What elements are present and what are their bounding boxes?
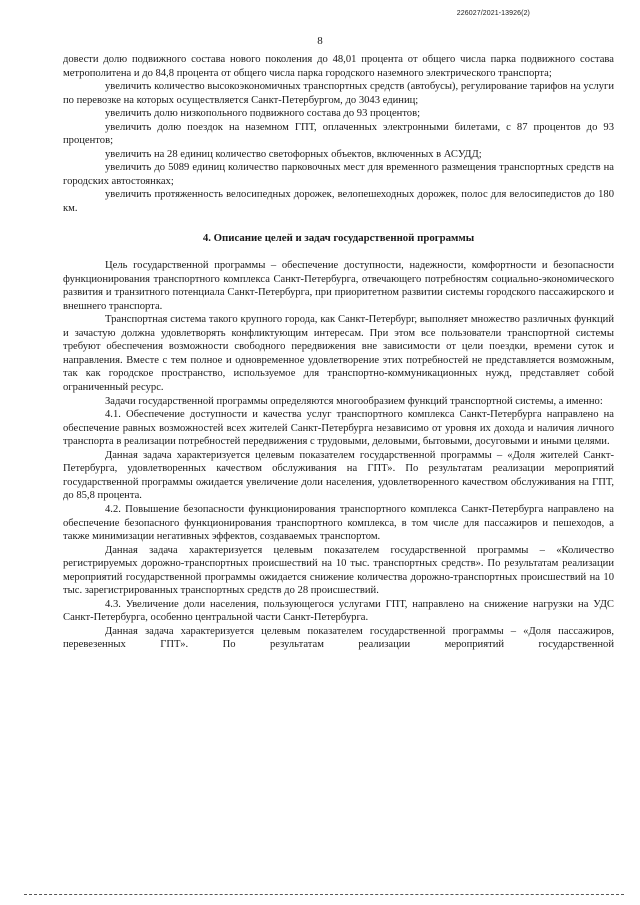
page-bottom-edge: [24, 894, 624, 895]
document-id: 226027/2021-13926(2): [456, 10, 530, 17]
paragraph: Данная задача характеризуется целевым показателем государственной программы – «Количество регистрируемых дорожно-транспортных происшествий на 10 тыс. транспортных средств». По результатам реализации мероприятий государственной программы ожидается снижение количества дорожно-транспортных происшествий на 10 тыс. зарегистрированных транспортных средств до 28 происшествий.: [63, 544, 614, 597]
paragraph: Цель государственной программы – обеспечение доступности, надежности, комфортности и безопасности функционирования транспортного комплекса Санкт-Петербурга, отвечающего потребностям социально-экономического развития и транзитного потенциала Санкт-Петербурга, при приоритетном развитии системы городского пассажирского и внешнего транспорта.: [63, 260, 614, 312]
paragraph: увеличить долю поездок на наземном ГПТ, оплаченных электронными билетами, с 87 процентов до 93 процентов;: [63, 121, 614, 147]
paragraph: довести долю подвижного состава нового поколения до 48,01 процента от общего числа парка подвижного состава метрополитена и до 84,8 процента от общего числа парка городского наземного электрического транспорта;: [63, 54, 614, 79]
paragraph: увеличить долю низкопольного подвижного состава до 93 процентов;: [105, 108, 421, 120]
paragraph: увеличить до 5089 единиц количество парковочных мест для временного размещения транспортных средств на городских автостоянках;: [63, 162, 614, 187]
paragraph: Транспортная система такого крупного города, как Санкт-Петербург, выполняет множество различных функций и зачастую должна удовлетворять конфликтующим интересам. При этом все пользователи транспортной системы требуют обеспечения возможности свободного передвижения вне зависимости от цели поездки, времени суток и направления. Вместе с тем полное и одновременное удовлетворение этих потребностей не представляется возможным, так как городское пространство, используемое для транспортно-коммуникационных нужд, представляет собой ограниченный ресурс.: [63, 314, 614, 394]
paragraph: увеличить на 28 единиц количество светофорных объектов, включенных в АСУДД;: [105, 148, 482, 160]
paragraph: 4.2. Повышение безопасности функционирования транспортного комплекса Санкт-Петербурга направлено на обеспечение безопасного функционирования транспортного комплекса, в том числе для пассажиров и пешеходов, а также минимизации негативных эффектов, создаваемых транспортом.: [63, 503, 614, 543]
paragraph: 4.3. Увеличение доли населения, пользующегося услугами ГПТ, направлено на снижение нагрузки на УДС Санкт-Петербурга, особенно центральной части Санкт-Петербурга.: [63, 598, 614, 624]
paragraph: увеличить протяженность велосипедных дорожек, велопешеходных дорожек, полос для велосипедистов до 180 км.: [63, 189, 614, 215]
section-title: 4. Описание целей и задач государственной программы: [202, 231, 475, 244]
page-number: 8: [317, 35, 323, 47]
document-body: [63, 53, 614, 652]
paragraph: Данная задача характеризуется целевым показателем государственной программы – «Доля пассажиров, перевезенных ГПТ». По результатам реализации мероприятий государственной: [63, 625, 614, 651]
paragraph: увеличить количество высокоэкономичных транспортных средств (автобусы), регулирование тарифов на услуги по перевозке на которых осуществляется Санкт-Петербургом, до 3043 единиц;: [63, 81, 614, 106]
paragraph: 4.1. Обеспечение доступности и качества услуг транспортного комплекса Санкт-Петербурга направлено на обеспечение равных возможностей всех жителей Санкт-Петербурга независимо от уровня их дохода и наличия личного транспорта в реализации потребностей передвижения с трудовыми, деловыми, бытовыми, досуговыми и иными целями.: [63, 409, 614, 448]
paragraph: Задачи государственной программы определяются многообразием функций транспортной системы, а именно:: [105, 395, 603, 407]
paragraph: Данная задача характеризуется целевым показателем государственной программы – «Доля жителей Санкт-Петербурга, удовлетворенных качеством обслуживания на ГПТ». По результатам реализации мероприятий государственной программы ожидается увеличение доли населения, удовлетворенного качеством обслуживания на ГПТ, до 85,8 процента.: [63, 449, 614, 502]
